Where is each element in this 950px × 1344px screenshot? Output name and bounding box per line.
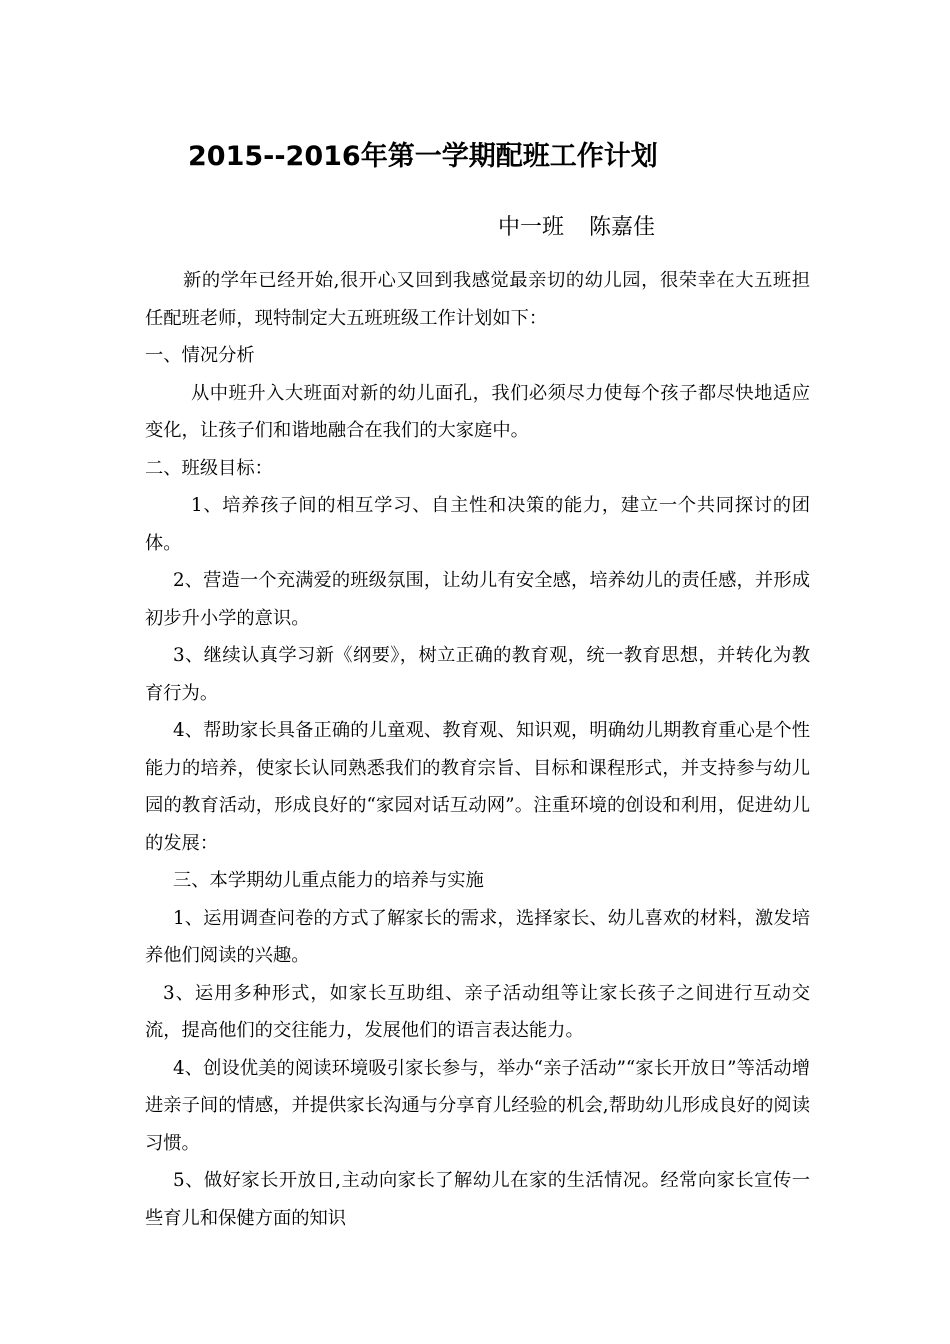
ability-item-5: 5、做好家长开放日,主动向家长了解幼儿在家的生活情况。经常向家长宣传一些育儿和保健方面的知识 — [145, 1170, 810, 1229]
ability-item-3: 3、运用多种形式，如家长互助组、亲子活动组等让家长孩子之间进行互动交流，提高他们的交往能力，发展他们的语言表达能力。 — [145, 982, 810, 1041]
ability-item-1: 1、运用调查问卷的方式了解家长的需求，选择家长、幼儿喜欢的材料，激发培养他们阅读的兴趣。 — [145, 907, 810, 966]
intro-paragraph: 新的学年已经开始,很开心又回到我感觉最亲切的幼儿园，很荣幸在大五班担任配班老师，现特制定大五班班级工作计划如下： — [145, 270, 810, 329]
document-title: 2015--2016年第一学期配班工作计划 — [188, 141, 658, 172]
situation-paragraph: 从中班升入大班面对新的幼儿面孔，我们必须尽力使每个孩子都尽快地适应变化，让孩子们和谐地融合在我们的大家庭中。 — [145, 382, 810, 441]
goal-item-2: 2、营造一个充满爱的班级氛围，让幼儿有安全感，培养幼儿的责任感，并形成初步升小学的意识。 — [145, 570, 810, 629]
goal-item-4: 4、帮助家长具备正确的儿童观、教育观、知识观，明确幼儿期教育重心是个性能力的培养，使家长认同熟悉我们的教育宗旨、目标和课程形式，并支持参与幼儿园的教育活动，形成良好的“家园对话互动网”。注重环境的创设和利用，促进幼儿的发展： — [145, 720, 810, 854]
document-body — [145, 262, 810, 1237]
section-heading-situation: 一、情况分析 — [145, 345, 255, 366]
author-line: 中一班 陈嘉佳 — [498, 215, 655, 240]
ability-item-4: 4、创设优美的阅读环境吸引家长参与，举办“亲子活动”“家长开放日”等活动增进亲子间的情感，并提供家长沟通与分享育儿经验的机会,帮助幼儿形成良好的阅读习惯。 — [145, 1057, 810, 1154]
goal-item-3: 3、继续认真学习新《纲要》，树立正确的教育观，统一教育思想，并转化为教育行为。 — [145, 645, 810, 704]
goal-item-1: 1、培养孩子间的相互学习、自主性和决策的能力，建立一个共同探讨的团体。 — [145, 495, 810, 554]
section-heading-abilities: 三、本学期幼儿重点能力的培养与实施 — [173, 870, 484, 891]
section-heading-goals: 二、班级目标： — [145, 457, 273, 479]
